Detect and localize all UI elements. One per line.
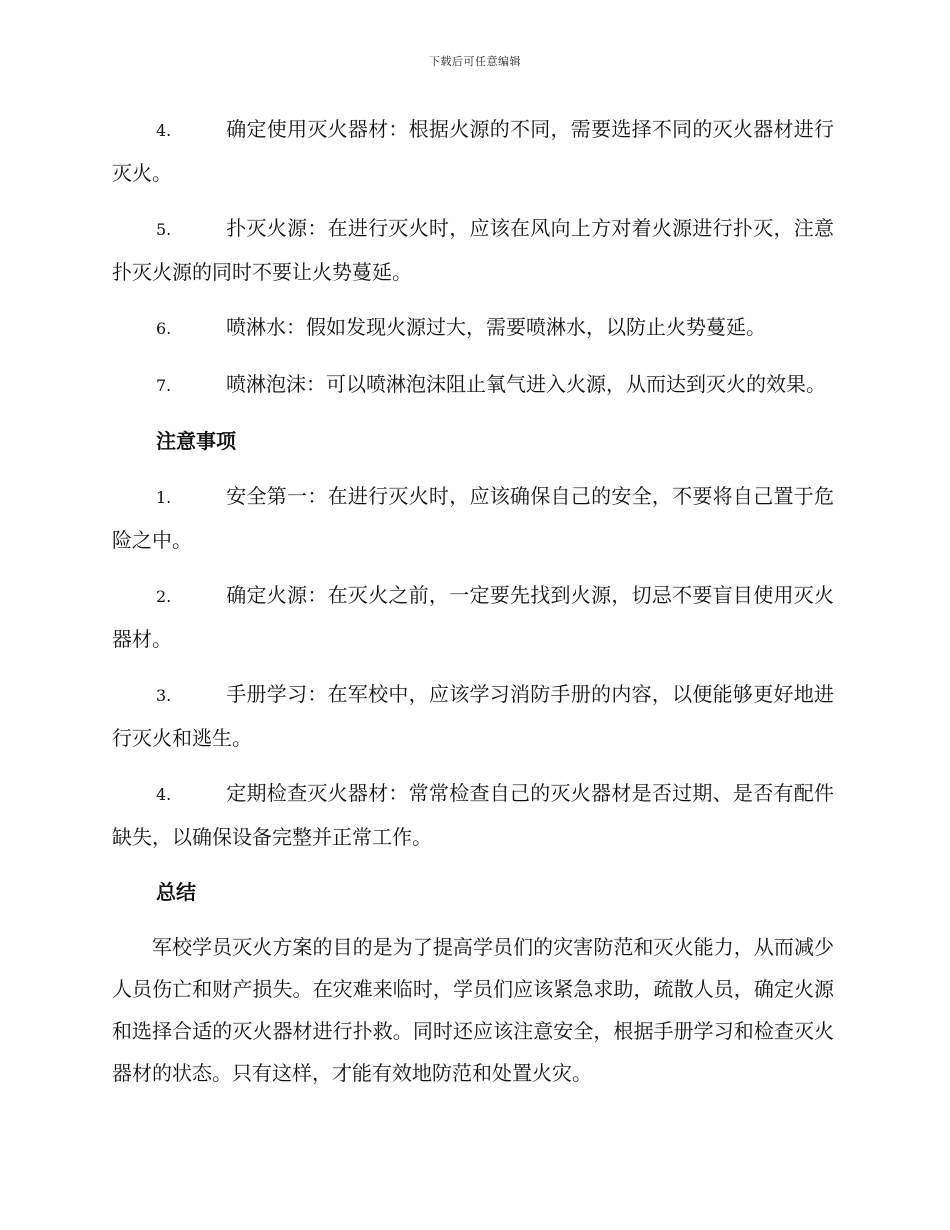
- list-item: [112, 207, 834, 293]
- section-heading-notes: 注意事项: [156, 429, 236, 453]
- list-item-number: 5.: [156, 220, 172, 239]
- list-item: [112, 574, 834, 660]
- list-item-number: 3.: [156, 686, 172, 705]
- list-item-number: 1.: [156, 488, 172, 507]
- list-item-number: 4.: [156, 121, 172, 140]
- list-item: [112, 306, 834, 350]
- list-item: [112, 475, 834, 561]
- document-body: [112, 108, 834, 1094]
- list-item: [112, 772, 834, 858]
- list-item-number: 2.: [156, 587, 172, 606]
- list-item-text: 喷淋水：假如发现火源过大，需要喷淋水，以防止火势蔓延。: [226, 315, 766, 339]
- list-item: [112, 673, 834, 759]
- list-item-text: 喷淋泡沫：可以喷淋泡沫阻止氧气进入火源，从而达到灭火的效果。: [226, 372, 826, 396]
- list-item-number: 6.: [156, 319, 172, 338]
- section-heading-summary: 总结: [156, 880, 196, 904]
- list-item-number: 7.: [156, 376, 172, 395]
- list-item: [112, 108, 834, 194]
- list-item-text: 确定火源：在灭火之前，一定要先找到火源，切忌不要盲目使用灭火器材。: [112, 583, 834, 651]
- list-item-text: 定期检查灭火器材：常常检查自己的灭火器材是否过期、是否有配件缺失，以确保设备完整并正常工作。: [112, 781, 834, 849]
- list-item-number: 4.: [156, 785, 172, 804]
- list-item-text: 扑灭火源：在进行灭火时，应该在风向上方对着火源进行扑灭，注意扑灭火源的同时不要让火势蔓延。: [112, 216, 834, 284]
- summary-paragraph: 军校学员灭火方案的目的是为了提高学员们的灾害防范和灭火能力，从而减少人员伤亡和财产损失。在灾难来临时，学员们应该紧急求助，疏散人员，确定火源和选择合适的灭火器材进行扑救。同时还应该注意安全，根据手册学习和检查灭火器材的状态。只有这样，才能有效地防范和处置火灾。: [112, 935, 834, 1085]
- list-item: [112, 363, 834, 407]
- list-item-text: 手册学习：在军校中，应该学习消防手册的内容，以便能够更好地进行灭火和逃生。: [112, 682, 834, 750]
- list-item-text: 确定使用灭火器材：根据火源的不同，需要选择不同的灭火器材进行灭火。: [112, 117, 834, 185]
- list-item-text: 安全第一：在进行灭火时，应该确保自己的安全，不要将自己置于危险之中。: [112, 484, 834, 552]
- page-header: 下载后可任意编辑: [429, 55, 521, 68]
